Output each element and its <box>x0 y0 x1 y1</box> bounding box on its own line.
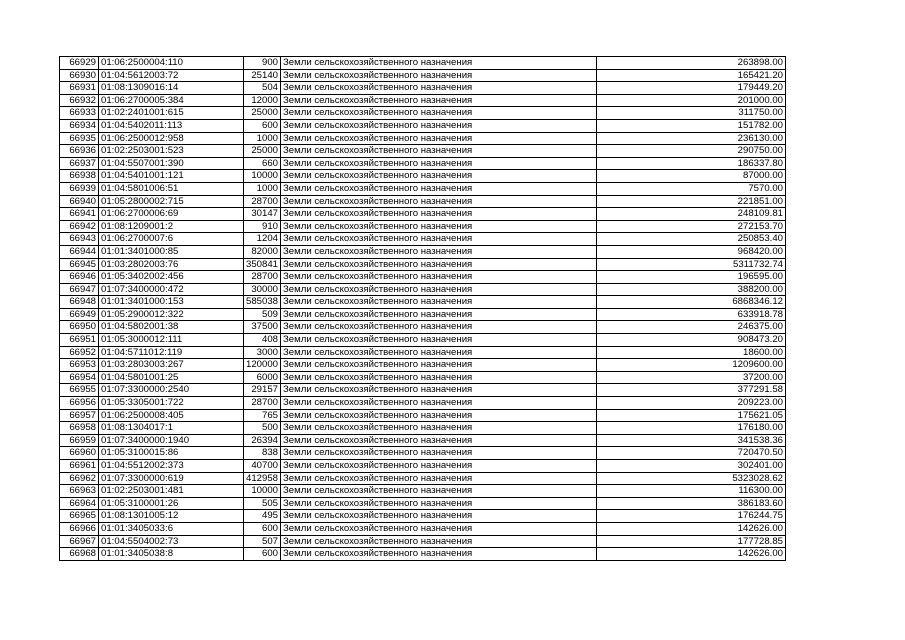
table-row <box>60 296 786 309</box>
cadastral-number-cell: 01:05:3402002:456 <box>99 271 244 284</box>
area-cell: 600 <box>244 119 281 132</box>
row-number-cell: 66941 <box>60 208 99 221</box>
cadastral-value-cell: 6868346.12 <box>597 296 786 309</box>
cadastral-number-cell: 01:07:3300000:2540 <box>99 384 244 397</box>
land-category-cell: Земли сельскохозяйственного назначения <box>281 208 597 221</box>
land-category-cell: Земли сельскохозяйственного назначения <box>281 145 597 158</box>
cadastral-number-cell: 01:05:3100015:86 <box>99 447 244 460</box>
cadastral-value-cell: 290750.00 <box>597 145 786 158</box>
land-category-cell: Земли сельскохозяйственного назначения <box>281 371 597 384</box>
cadastral-number-cell: 01:08:1209001:2 <box>99 220 244 233</box>
cadastral-value-cell: 87000.00 <box>597 170 786 183</box>
cadastral-number-cell: 01:04:5801001:25 <box>99 371 244 384</box>
table-row <box>60 434 786 447</box>
land-category-cell: Земли сельскохозяйственного назначения <box>281 157 597 170</box>
cadastral-number-cell: 01:04:5504002:73 <box>99 535 244 548</box>
cadastral-value-cell: 201000.00 <box>597 94 786 107</box>
cadastral-number-cell: 01:02:2503001:523 <box>99 145 244 158</box>
area-cell: 660 <box>244 157 281 170</box>
area-cell: 3000 <box>244 346 281 359</box>
cadastral-number-cell: 01:05:2900012:322 <box>99 308 244 321</box>
row-number-cell: 66968 <box>60 548 99 561</box>
cadastral-value-cell: 302401.00 <box>597 460 786 473</box>
row-number-cell: 66953 <box>60 359 99 372</box>
table-row <box>60 69 786 82</box>
area-cell: 10000 <box>244 170 281 183</box>
table-row <box>60 258 786 271</box>
cadastral-value-cell: 341538.36 <box>597 434 786 447</box>
cadastral-value-cell: 1209600.00 <box>597 359 786 372</box>
area-cell: 6000 <box>244 371 281 384</box>
cadastral-value-cell: 176244.75 <box>597 510 786 523</box>
row-number-cell: 66950 <box>60 321 99 334</box>
row-number-cell: 66944 <box>60 245 99 258</box>
cadastral-number-cell: 01:08:1304017:1 <box>99 422 244 435</box>
cadastral-number-cell: 01:04:5401001:121 <box>99 170 244 183</box>
cadastral-value-cell: 176180.00 <box>597 422 786 435</box>
area-cell: 25000 <box>244 145 281 158</box>
cadastral-value-cell: 186337.80 <box>597 157 786 170</box>
land-category-cell: Земли сельскохозяйственного назначения <box>281 321 597 334</box>
cadastral-value-cell: 221851.00 <box>597 195 786 208</box>
cadastral-number-cell: 01:06:2700007:6 <box>99 233 244 246</box>
cadastral-value-cell: 377291.58 <box>597 384 786 397</box>
row-number-cell: 66930 <box>60 69 99 82</box>
table-row <box>60 57 786 70</box>
cadastral-value-cell: 246375.00 <box>597 321 786 334</box>
area-cell: 82000 <box>244 245 281 258</box>
cadastral-value-cell: 250853.40 <box>597 233 786 246</box>
row-number-cell: 66946 <box>60 271 99 284</box>
table-row <box>60 94 786 107</box>
row-number-cell: 66939 <box>60 182 99 195</box>
row-number-cell: 66929 <box>60 57 99 70</box>
cadastral-value-cell: 272153.70 <box>597 220 786 233</box>
row-number-cell: 66959 <box>60 434 99 447</box>
row-number-cell: 66957 <box>60 409 99 422</box>
cadastral-number-cell: 01:07:3400000:472 <box>99 283 244 296</box>
cadastral-value-cell: 179449.20 <box>597 82 786 95</box>
table-row <box>60 271 786 284</box>
row-number-cell: 66955 <box>60 384 99 397</box>
cadastral-value-cell: 196595.00 <box>597 271 786 284</box>
cadastral-number-cell: 01:08:1309016:14 <box>99 82 244 95</box>
cadastral-number-cell: 01:05:2800002:715 <box>99 195 244 208</box>
land-category-cell: Земли сельскохозяйственного назначения <box>281 522 597 535</box>
cadastral-value-cell: 142626.00 <box>597 548 786 561</box>
row-number-cell: 66951 <box>60 334 99 347</box>
cadastral-number-cell: 01:06:2700006:69 <box>99 208 244 221</box>
cadastral-number-cell: 01:01:3401000:153 <box>99 296 244 309</box>
row-number-cell: 66938 <box>60 170 99 183</box>
row-number-cell: 66965 <box>60 510 99 523</box>
area-cell: 505 <box>244 497 281 510</box>
row-number-cell: 66960 <box>60 447 99 460</box>
land-category-cell: Земли сельскохозяйственного назначения <box>281 422 597 435</box>
area-cell: 408 <box>244 334 281 347</box>
table-row <box>60 510 786 523</box>
area-cell: 1204 <box>244 233 281 246</box>
area-cell: 600 <box>244 548 281 561</box>
table-row <box>60 447 786 460</box>
land-category-cell: Земли сельскохозяйственного назначения <box>281 258 597 271</box>
row-number-cell: 66933 <box>60 107 99 120</box>
row-number-cell: 66961 <box>60 460 99 473</box>
table-row <box>60 82 786 95</box>
table-body <box>60 57 786 561</box>
land-category-cell: Земли сельскохозяйственного назначения <box>281 182 597 195</box>
row-number-cell: 66934 <box>60 119 99 132</box>
land-category-cell: Земли сельскохозяйственного назначения <box>281 409 597 422</box>
area-cell: 412958 <box>244 472 281 485</box>
area-cell: 500 <box>244 422 281 435</box>
area-cell: 495 <box>244 510 281 523</box>
area-cell: 765 <box>244 409 281 422</box>
area-cell: 120000 <box>244 359 281 372</box>
cadastral-number-cell: 01:07:3400000:1940 <box>99 434 244 447</box>
row-number-cell: 66949 <box>60 308 99 321</box>
area-cell: 900 <box>244 57 281 70</box>
table-row <box>60 195 786 208</box>
land-category-cell: Земли сельскохозяйственного назначения <box>281 57 597 70</box>
land-category-cell: Земли сельскохозяйственного назначения <box>281 94 597 107</box>
cadastral-value-cell: 165421.20 <box>597 69 786 82</box>
area-cell: 504 <box>244 82 281 95</box>
area-cell: 10000 <box>244 485 281 498</box>
land-category-cell: Земли сельскохозяйственного назначения <box>281 170 597 183</box>
area-cell: 838 <box>244 447 281 460</box>
land-category-cell: Земли сельскохозяйственного назначения <box>281 359 597 372</box>
row-number-cell: 66963 <box>60 485 99 498</box>
table-row <box>60 346 786 359</box>
row-number-cell: 66954 <box>60 371 99 384</box>
row-number-cell: 66943 <box>60 233 99 246</box>
land-category-cell: Земли сельскохозяйственного назначения <box>281 397 597 410</box>
area-cell: 507 <box>244 535 281 548</box>
row-number-cell: 66935 <box>60 132 99 145</box>
land-category-cell: Земли сельскохозяйственного назначения <box>281 271 597 284</box>
table-row <box>60 397 786 410</box>
land-category-cell: Земли сельскохозяйственного назначения <box>281 233 597 246</box>
row-number-cell: 66932 <box>60 94 99 107</box>
table-row <box>60 497 786 510</box>
row-number-cell: 66947 <box>60 283 99 296</box>
document-page <box>59 56 786 561</box>
cadastral-value-cell: 720470.50 <box>597 447 786 460</box>
area-cell: 1000 <box>244 182 281 195</box>
land-category-cell: Земли сельскохозяйственного назначения <box>281 346 597 359</box>
table-row <box>60 548 786 561</box>
table-row <box>60 535 786 548</box>
area-cell: 25000 <box>244 107 281 120</box>
cadastral-value-cell: 116300.00 <box>597 485 786 498</box>
land-category-cell: Земли сельскохозяйственного назначения <box>281 434 597 447</box>
row-number-cell: 66967 <box>60 535 99 548</box>
row-number-cell: 66931 <box>60 82 99 95</box>
table-row <box>60 132 786 145</box>
row-number-cell: 66936 <box>60 145 99 158</box>
cadastral-value-cell: 177728.85 <box>597 535 786 548</box>
area-cell: 29157 <box>244 384 281 397</box>
land-category-cell: Земли сельскохозяйственного назначения <box>281 384 597 397</box>
cadastral-value-cell: 142626.00 <box>597 522 786 535</box>
cadastral-number-cell: 01:06:2500012:958 <box>99 132 244 145</box>
cadastral-value-cell: 236130.00 <box>597 132 786 145</box>
cadastral-value-cell: 37200.00 <box>597 371 786 384</box>
cadastral-number-cell: 01:06:2500004:110 <box>99 57 244 70</box>
cadastral-value-cell: 175621.05 <box>597 409 786 422</box>
cadastral-value-cell: 248109.81 <box>597 208 786 221</box>
table-row <box>60 220 786 233</box>
area-cell: 37500 <box>244 321 281 334</box>
row-number-cell: 66956 <box>60 397 99 410</box>
table-row <box>60 522 786 535</box>
cadastral-number-cell: 01:04:5402011:113 <box>99 119 244 132</box>
table-row <box>60 208 786 221</box>
table-row <box>60 145 786 158</box>
table-row <box>60 460 786 473</box>
area-cell: 509 <box>244 308 281 321</box>
area-cell: 600 <box>244 522 281 535</box>
land-category-cell: Земли сельскохозяйственного назначения <box>281 119 597 132</box>
cadastral-number-cell: 01:02:2503001:481 <box>99 485 244 498</box>
land-category-cell: Земли сельскохозяйственного назначения <box>281 447 597 460</box>
cadastral-value-cell: 5323028.62 <box>597 472 786 485</box>
table-row <box>60 245 786 258</box>
table-row <box>60 119 786 132</box>
area-cell: 585038 <box>244 296 281 309</box>
land-category-cell: Земли сельскохозяйственного назначения <box>281 548 597 561</box>
cadastral-value-cell: 151782.00 <box>597 119 786 132</box>
table-row <box>60 321 786 334</box>
land-category-cell: Земли сельскохозяйственного назначения <box>281 510 597 523</box>
cadastral-number-cell: 01:06:2500008:405 <box>99 409 244 422</box>
cadastral-number-cell: 01:02:2401001:615 <box>99 107 244 120</box>
cadastral-number-cell: 01:01:3405033:6 <box>99 522 244 535</box>
cadastral-number-cell: 01:05:3305001:722 <box>99 397 244 410</box>
land-category-cell: Земли сельскохозяйственного назначения <box>281 195 597 208</box>
row-number-cell: 66962 <box>60 472 99 485</box>
land-category-cell: Земли сельскохозяйственного назначения <box>281 69 597 82</box>
area-cell: 28700 <box>244 397 281 410</box>
cadastral-value-cell: 18600.00 <box>597 346 786 359</box>
cadastral-number-cell: 01:08:1301005:12 <box>99 510 244 523</box>
row-number-cell: 66952 <box>60 346 99 359</box>
table-row <box>60 182 786 195</box>
table-row <box>60 107 786 120</box>
land-category-cell: Земли сельскохозяйственного назначения <box>281 220 597 233</box>
cadastral-number-cell: 01:04:5711012:119 <box>99 346 244 359</box>
table-row <box>60 157 786 170</box>
row-number-cell: 66958 <box>60 422 99 435</box>
cadastral-number-cell: 01:04:5512002:373 <box>99 460 244 473</box>
land-category-cell: Земли сельскохозяйственного назначения <box>281 472 597 485</box>
cadastral-value-cell: 386183.60 <box>597 497 786 510</box>
area-cell: 1000 <box>244 132 281 145</box>
row-number-cell: 66940 <box>60 195 99 208</box>
cadastral-number-cell: 01:04:5507001:390 <box>99 157 244 170</box>
area-cell: 30000 <box>244 283 281 296</box>
area-cell: 910 <box>244 220 281 233</box>
cadastral-number-cell: 01:03:2802003:76 <box>99 258 244 271</box>
land-category-cell: Земли сельскохозяйственного назначения <box>281 132 597 145</box>
land-category-cell: Земли сельскохозяйственного назначения <box>281 283 597 296</box>
land-registry-table <box>59 56 786 561</box>
cadastral-value-cell: 633918.78 <box>597 308 786 321</box>
land-category-cell: Земли сельскохозяйственного назначения <box>281 485 597 498</box>
cadastral-value-cell: 7570.00 <box>597 182 786 195</box>
land-category-cell: Земли сельскохозяйственного назначения <box>281 535 597 548</box>
land-category-cell: Земли сельскохозяйственного назначения <box>281 245 597 258</box>
row-number-cell: 66964 <box>60 497 99 510</box>
table-row <box>60 409 786 422</box>
cadastral-number-cell: 01:01:3405038:8 <box>99 548 244 561</box>
table-row <box>60 308 786 321</box>
table-row <box>60 384 786 397</box>
cadastral-number-cell: 01:05:3100001:26 <box>99 497 244 510</box>
land-category-cell: Земли сельскохозяйственного назначения <box>281 308 597 321</box>
cadastral-number-cell: 01:04:5802001:38 <box>99 321 244 334</box>
cadastral-value-cell: 908473.20 <box>597 334 786 347</box>
area-cell: 30147 <box>244 208 281 221</box>
table-row <box>60 359 786 372</box>
cadastral-number-cell: 01:06:2700005:384 <box>99 94 244 107</box>
cadastral-number-cell: 01:01:3401000:85 <box>99 245 244 258</box>
land-category-cell: Земли сельскохозяйственного назначения <box>281 334 597 347</box>
land-category-cell: Земли сельскохозяйственного назначения <box>281 82 597 95</box>
cadastral-value-cell: 388200.00 <box>597 283 786 296</box>
area-cell: 12000 <box>244 94 281 107</box>
cadastral-number-cell: 01:07:3300000:619 <box>99 472 244 485</box>
table-row <box>60 233 786 246</box>
row-number-cell: 66942 <box>60 220 99 233</box>
land-category-cell: Земли сельскохозяйственного назначения <box>281 296 597 309</box>
area-cell: 350841 <box>244 258 281 271</box>
cadastral-value-cell: 209223.00 <box>597 397 786 410</box>
table-row <box>60 334 786 347</box>
cadastral-number-cell: 01:05:3000012:111 <box>99 334 244 347</box>
land-category-cell: Земли сельскохозяйственного назначения <box>281 107 597 120</box>
row-number-cell: 66966 <box>60 522 99 535</box>
table-row <box>60 170 786 183</box>
table-row <box>60 283 786 296</box>
area-cell: 28700 <box>244 195 281 208</box>
cadastral-value-cell: 311750.00 <box>597 107 786 120</box>
area-cell: 25140 <box>244 69 281 82</box>
cadastral-number-cell: 01:03:2803003:267 <box>99 359 244 372</box>
land-category-cell: Земли сельскохозяйственного назначения <box>281 460 597 473</box>
table-row <box>60 485 786 498</box>
cadastral-value-cell: 263898.00 <box>597 57 786 70</box>
table-row <box>60 472 786 485</box>
table-row <box>60 422 786 435</box>
cadastral-value-cell: 5311732.74 <box>597 258 786 271</box>
cadastral-value-cell: 968420.00 <box>597 245 786 258</box>
area-cell: 40700 <box>244 460 281 473</box>
land-category-cell: Земли сельскохозяйственного назначения <box>281 497 597 510</box>
table-row <box>60 371 786 384</box>
cadastral-number-cell: 01:04:5612003:72 <box>99 69 244 82</box>
cadastral-number-cell: 01:04:5801006:51 <box>99 182 244 195</box>
row-number-cell: 66945 <box>60 258 99 271</box>
row-number-cell: 66937 <box>60 157 99 170</box>
area-cell: 28700 <box>244 271 281 284</box>
row-number-cell: 66948 <box>60 296 99 309</box>
area-cell: 26394 <box>244 434 281 447</box>
